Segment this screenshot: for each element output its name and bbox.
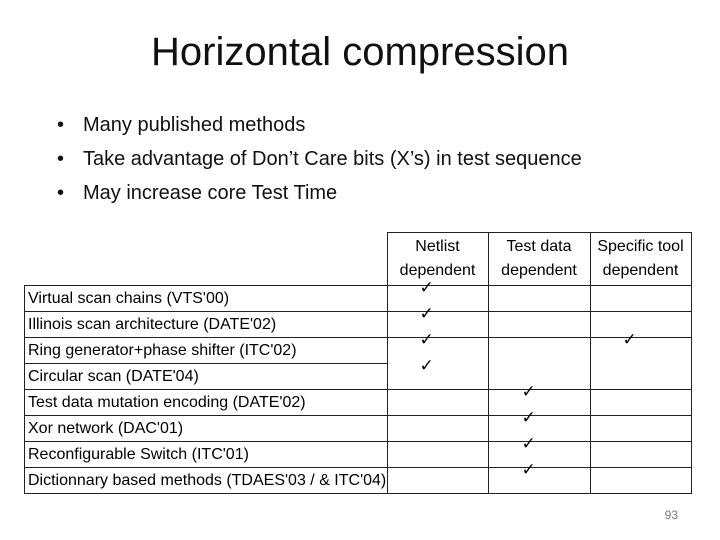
cell-tool <box>590 286 691 312</box>
cell-tool <box>590 330 691 364</box>
checkmark-icon: ✓ <box>419 355 434 376</box>
table-row <box>25 468 692 494</box>
bullet-dot-icon: • <box>57 148 65 170</box>
method-name: Virtual scan chains (VTS'00) <box>25 286 388 312</box>
method-name: Xor network (DAC'01) <box>25 416 388 442</box>
bullet-dot-icon: • <box>57 182 65 204</box>
method-name: Test data mutation encoding (DATE'02) <box>25 390 388 416</box>
cell-test-data <box>488 408 590 442</box>
checkmark-icon: ✓ <box>419 278 434 298</box>
cell-netlist <box>387 355 488 390</box>
methods-table <box>24 232 692 494</box>
bullet-item <box>55 142 582 176</box>
method-name: Circular scan (DATE'04) <box>25 364 388 390</box>
cell-tool <box>590 390 691 416</box>
cell-netlist <box>387 304 488 338</box>
slide-title: Horizontal compression <box>151 30 569 74</box>
cell-tool <box>590 442 691 468</box>
table-row <box>25 416 692 442</box>
cell-test-data <box>488 312 590 338</box>
table-corner <box>25 233 388 286</box>
cell-netlist <box>387 330 488 364</box>
bullet-item <box>55 176 582 210</box>
table-row <box>25 286 692 312</box>
cell-test-data <box>488 382 590 416</box>
table-row <box>25 338 692 364</box>
cell-netlist <box>387 416 488 442</box>
bullet-dot-icon: • <box>57 114 65 136</box>
cell-test-data <box>488 460 590 494</box>
cell-tool <box>590 364 691 390</box>
cell-netlist <box>387 390 488 416</box>
method-name: Ring generator+phase shifter (ITC'02) <box>25 338 388 364</box>
cell-tool <box>590 468 691 494</box>
checkmark-icon: ✓ <box>521 460 536 480</box>
checkmark-icon: ✓ <box>419 304 434 324</box>
bullet-text: Take advantage of Don’t Care bits (X’s) in test sequence <box>83 148 582 170</box>
bullet-text: Many published methods <box>83 114 306 136</box>
checkmark-icon: ✓ <box>521 408 536 428</box>
bullet-list <box>55 108 582 210</box>
cell-netlist <box>387 442 488 468</box>
checkmark-icon: ✓ <box>521 434 536 454</box>
cell-netlist <box>387 278 488 312</box>
cell-test-data <box>488 286 590 312</box>
header-specific-tool-dependent: Specific tool dependent <box>590 233 691 286</box>
bullet-text: May increase core Test Time <box>83 182 338 204</box>
method-name: Illinois scan architecture (DATE'02) <box>25 312 388 338</box>
header-netlist-dependent: Netlist dependent <box>387 233 488 286</box>
cell-netlist <box>387 468 488 494</box>
cell-test-data <box>488 338 590 364</box>
checkmark-icon: ✓ <box>622 330 637 350</box>
table-row <box>25 312 692 338</box>
bullet-item <box>55 108 582 142</box>
cell-tool <box>590 416 691 442</box>
checkmark-icon: ✓ <box>419 330 434 350</box>
table-row <box>25 442 692 468</box>
cell-test-data <box>488 434 590 468</box>
cell-tool <box>590 312 691 338</box>
checkmark-icon: ✓ <box>521 382 536 402</box>
table-row <box>25 364 692 390</box>
table-header-row <box>25 233 692 286</box>
method-name: Reconfigurable Switch (ITC'01) <box>25 442 388 468</box>
method-name: Dictionnary based methods (TDAES'03 / & ITC'04) <box>25 468 388 494</box>
cell-test-data <box>488 364 590 390</box>
table-row <box>25 390 692 416</box>
header-test-data-dependent: Test data dependent <box>488 233 590 286</box>
page-number: 93 <box>664 508 678 522</box>
